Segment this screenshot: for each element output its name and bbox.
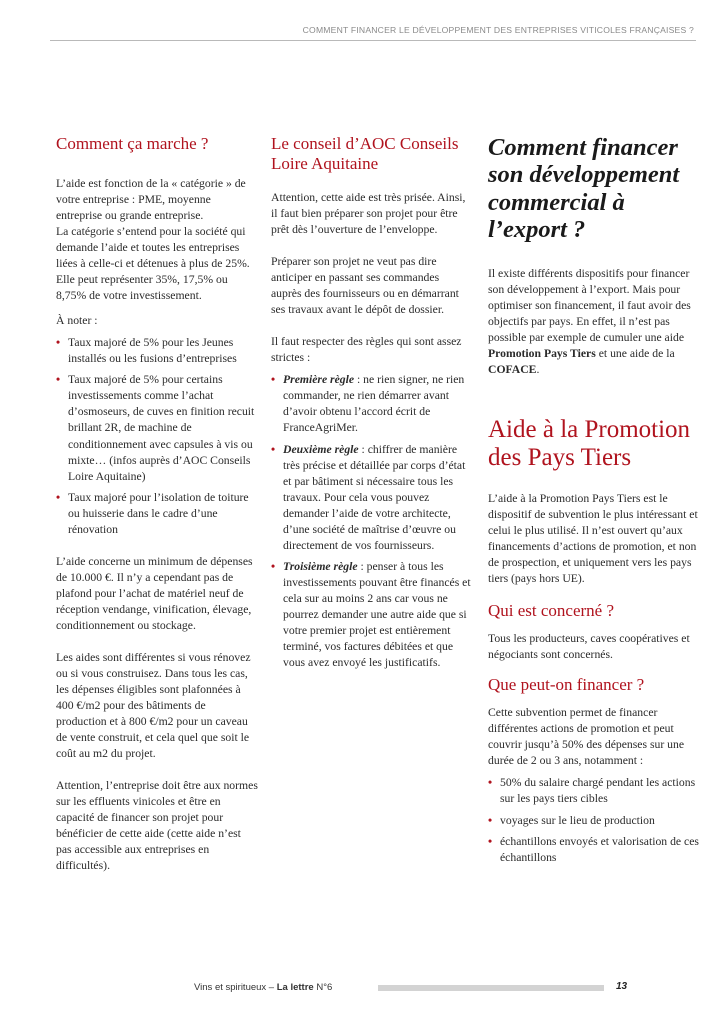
- intro-paragraph: Il existe différents dispositifs pour financer son développement à l’export. Mais pour optimiser son financement, il faut avoir des objectifs par pays. En effet, il n’est pas possible par exemple de cumuler une aide Promotion Pays Tiers et une aide de la COFACE.: [488, 266, 691, 376]
- paragraph: Cette subvention permet de financer différentes actions de promotion et peut couvrir jusqu’à 50% des dépenses sur une durée de 2 ou 3 ans, notamment :: [488, 706, 685, 768]
- paragraph: Préparer son projet ne veut pas dire anticiper en passant ses commandes auprès des fournisseurs ou en démarrant ses travaux avant le dépôt de dossier.: [271, 255, 459, 317]
- list-item: • Troisième règle : penser à tous les investissements pouvant être financés et cela sur au moins 2 ans car vous ne pourrez demander une autre aide que si votre premier projet est entièrement terminé, vos factures débitées et que vous avez envoyé les justificatifs.: [271, 559, 471, 669]
- bullet-icon: •: [271, 559, 276, 573]
- bullet-icon: •: [488, 834, 493, 848]
- footer-publication: Vins et spiritueux – La lettre N°6: [194, 982, 333, 993]
- heading-aide-promotion: Aide à la Promotion des Pays Tiers: [488, 415, 691, 472]
- list-item: • échantillons envoyés et valorisation de ces échantillons: [488, 834, 699, 864]
- list-item: • Taux majoré pour l’isolation de toiture ou huisserie dans le cadre d’une rénovation: [56, 490, 249, 536]
- paragraph: Tous les producteurs, caves coopératives et négociants sont concernés.: [488, 632, 690, 662]
- bullet-list: [488, 775, 700, 865]
- column-1: [56, 134, 258, 874]
- paragraph: Les aides sont différentes si vous rénovez ou si vous construisez. Dans tous les cas, les dépenses éligibles sont plafonnées à 400 €/m2 pour des bâtiments de production et à 800 €/m2 pour un caveau de vente construit, et cela quel que soit le coût au m2 du projet.: [56, 650, 251, 761]
- heading-conseil: Le conseil d’AOC Conseils Loire Aquitaine: [271, 134, 459, 174]
- list-item: • Taux majoré de 5% pour les Jeunes installés ou les fusions d’entreprises: [56, 336, 237, 366]
- heading-que-peut-on-financer: Que peut-on financer ?: [488, 675, 645, 695]
- column-2: [271, 134, 471, 671]
- list-item: • voyages sur le lieu de production: [488, 813, 700, 829]
- bullet-icon: •: [56, 336, 61, 350]
- paragraph: Attention, cette aide est très prisée. Ainsi, il faut bien préparer son projet pour être prêt dès l’ouverture de l’enveloppe.: [271, 191, 466, 237]
- bullet-icon: •: [271, 373, 276, 387]
- list-item: • Première règle : ne rien signer, ne rien commander, ne rien démarrer avant d’avoir obtenu l’accord écrit de FranceAgriMer.: [271, 373, 465, 435]
- paragraph: La catégorie s’entend pour la société qui demande l’aide et toutes les entreprises liées à celle-ci et détenues à plus de 25%. Elle peut représenter 35%, 17,5% ou 8,75% de votre investissement.: [56, 225, 250, 303]
- paragraph: L’aide concerne un minimum de dépenses de 10.000 €. Il n’y a cependant pas de plafond pour l’achat de matériel neuf de réception vendange, vinification, élevage, conditionnement ou stockage.: [56, 554, 253, 632]
- heading-qui-est-concerne: Qui est concerné ?: [488, 601, 615, 621]
- main-heading: Comment financer son développement commercial à l’export ?: [488, 134, 680, 244]
- paragraph: L’aide à la Promotion Pays Tiers est le dispositif de subvention le plus intéressant et celui le plus utilisé. Il n’est ouvert qu’aux financements d’actions de promotion, et non de prospection, et uniquement vers les pays tiers (pays hors UE).: [488, 491, 698, 586]
- header-rule: [50, 40, 696, 41]
- bullet-icon: •: [488, 813, 493, 827]
- list-item: • 50% du salaire chargé pendant les actions sur les pays tiers cibles: [488, 776, 696, 806]
- paragraph: L’aide est fonction de la « catégorie » de votre entreprise : PME, moyenne entreprise ou grande entreprise.: [56, 177, 246, 223]
- paragraph: Attention, l’entreprise doit être aux normes sur les effluents vinicoles et être en capacité de financer son projet pour bénéficier de cette aide (cette aide n’est pas accessible aux entreprises en difficultés).: [56, 779, 258, 873]
- heading-comment-ca-marche: Comment ça marche ?: [56, 134, 209, 153]
- running-head: COMMENT FINANCER LE DÉVELOPPEMENT DES ENTREPRISES VITICOLES FRANÇAISES ?: [302, 25, 694, 35]
- footer-rule: [378, 985, 604, 991]
- bullet-list: [56, 335, 258, 537]
- paragraph: Il faut respecter des règles qui sont assez strictes :: [271, 335, 462, 365]
- rules-list: [271, 372, 471, 671]
- page-number: 13: [616, 981, 628, 992]
- list-item: • Deuxième règle : chiffrer de manière très précise et détaillée par corps d’état et par bâtiment si nécessaire tous les travaux. Pour cela vous pouvez demander l’aide de votre architecte, d’une société de maîtrise d’œuvre ou directement de vos fournisseurs.: [271, 442, 466, 552]
- column-3: [488, 134, 700, 866]
- bullet-icon: •: [271, 442, 276, 456]
- note-label: À noter :: [56, 314, 98, 328]
- list-item: • Taux majoré de 5% pour certains investissements comme l’achat d’osmoseurs, de cuves en finition recuit brillant 2R, de machine de conditionnement avec capsules à vis ou mixte… (infos auprès d’AOC Conseils Loire Aquitaine): [56, 373, 255, 483]
- bullet-icon: •: [488, 776, 493, 790]
- bullet-icon: •: [56, 490, 61, 504]
- bullet-icon: •: [56, 373, 61, 387]
